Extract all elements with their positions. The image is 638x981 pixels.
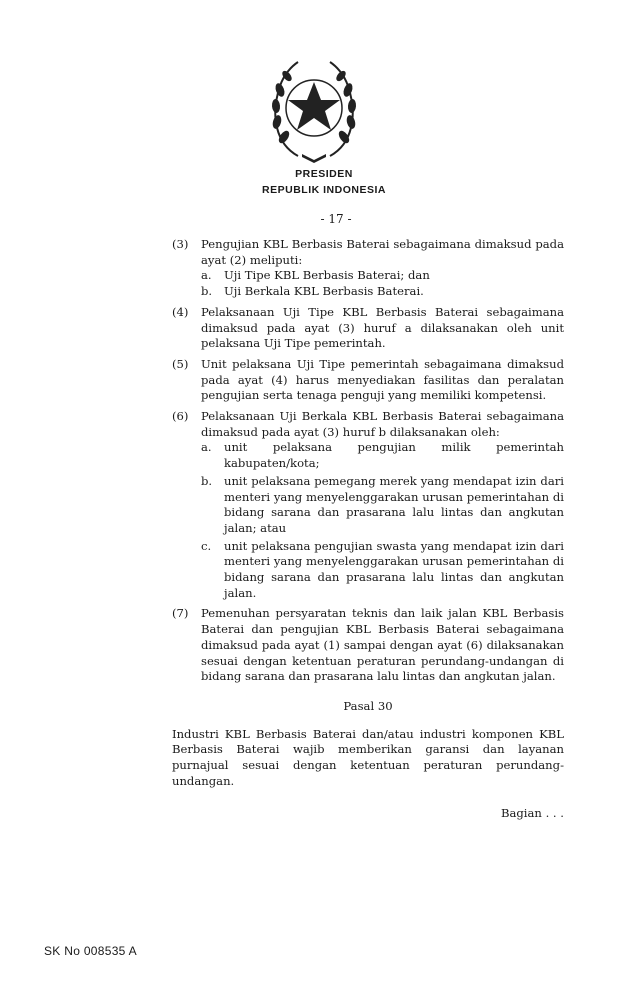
list-letter: b. xyxy=(201,284,213,299)
ayat-text: Pelaksanaan Uji Tipe KBL Berbasis Baterai sebagaimana dimaksud pada ayat (3) huruf a dilaksanakan oleh unit pelaksana Uji Tipe pemerintah. xyxy=(201,304,564,351)
ayat-number: (3) xyxy=(172,237,189,251)
ayat-number: (6) xyxy=(172,409,189,424)
ayat-number: (4) xyxy=(172,304,189,319)
page-number: - 17 - xyxy=(320,212,352,226)
ayat-5 xyxy=(172,357,564,404)
list-item xyxy=(201,284,564,300)
list-text: unit pelaksana pengujian swasta yang mendapat izin dari menteri yang menyelenggarakan urusan pemerintahan di bidang sarana dan prasarana lalu lintas dan angkutan jalan. xyxy=(224,538,564,600)
ayat-text: Pemenuhan persyaratan teknis dan laik jalan KBL Berbasis Baterai dan pengujian KBL Berbasis Baterai sebagaimana dimaksud pada ayat (1) sampai dengan ayat (6) dilaksanakan sesuai dengan ketentuan peraturan perundang-undangan di bidang sarana dan prasarana lalu lintas dan angkutan jalan. xyxy=(201,606,564,684)
ayat-text: Unit pelaksana Uji Tipe pemerintah sebagaimana dimaksud pada ayat (4) harus menyediakan fasilitas dan peralatan pengujian serta tenaga penguji yang memiliki kompetensi. xyxy=(201,356,564,403)
list-text: Uji Tipe KBL Berbasis Baterai; dan xyxy=(224,268,430,283)
pasal-heading: Pasal 30 xyxy=(343,698,393,713)
list-letter: c. xyxy=(201,538,212,553)
ayat-text: Pengujian KBL Berbasis Baterai sebagaimana dimaksud pada ayat (2) meliputi: xyxy=(201,237,564,267)
list-item xyxy=(201,474,564,537)
list-letter: a. xyxy=(201,440,212,455)
header-subtitle: REPUBLIK INDONESIA xyxy=(262,184,386,196)
list-text: Uji Berkala KBL Berbasis Baterai. xyxy=(224,284,424,299)
ayat-number: (7) xyxy=(172,606,189,621)
list-item xyxy=(201,440,564,471)
list-letter: b. xyxy=(201,473,213,488)
ayat-number: (5) xyxy=(172,356,189,371)
ayat-6 xyxy=(172,409,564,601)
pasal-text: Industri KBL Berbasis Baterai dan/atau industri komponen KBL Berbasis Baterai wajib memberikan garansi dan layanan purnajual sesuai dengan ketentuan peraturan perundang-undangan. xyxy=(172,726,564,788)
continuation-marker: Bagian . . . xyxy=(500,805,564,820)
list-item xyxy=(201,539,564,602)
garuda-emblem xyxy=(268,56,360,166)
document-body xyxy=(172,237,564,821)
ayat-4 xyxy=(172,305,564,352)
header-title: PRESIDEN xyxy=(295,168,353,180)
list-text: unit pelaksana pengujian milik pemerintah kabupaten/kota; xyxy=(224,440,564,471)
document-serial: SK No 008535 A xyxy=(44,944,137,958)
list-text: unit pelaksana pemegang merek yang mendapat izin dari menteri yang menyelenggarakan urusan pemerintahan di bidang sarana dan prasarana lalu lintas dan angkutan jalan; atau xyxy=(224,473,564,535)
ayat-text: Pelaksanaan Uji Berkala KBL Berbasis Baterai sebagaimana dimaksud pada ayat (3) huruf b dilaksanakan oleh: xyxy=(201,409,564,439)
list-item xyxy=(201,268,564,284)
ayat-7 xyxy=(172,606,564,685)
ayat-3 xyxy=(172,237,564,300)
list-letter: a. xyxy=(201,268,212,283)
